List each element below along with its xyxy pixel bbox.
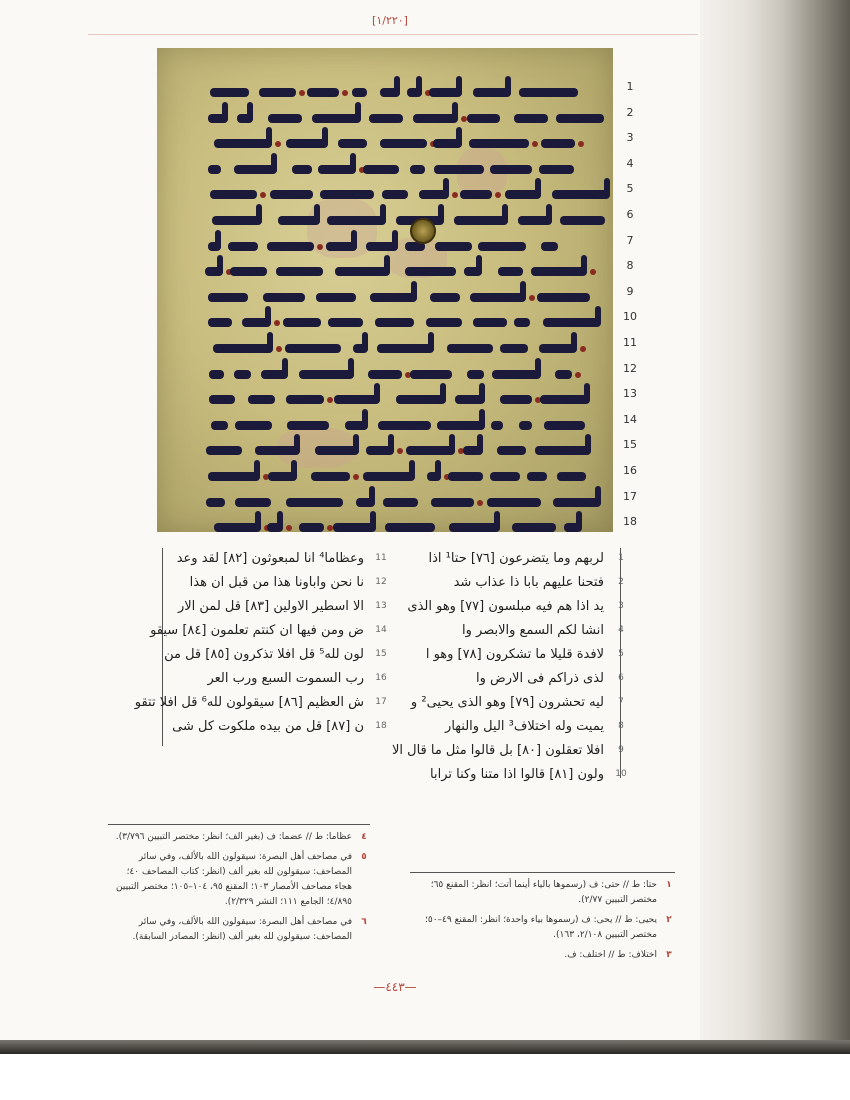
manuscript-ink-stroke: [314, 204, 320, 224]
manuscript-ink-stroke: [214, 139, 272, 148]
manuscript-ink-stroke: [256, 204, 262, 224]
manuscript-ink-stroke: [311, 472, 350, 481]
manuscript-ink-stroke: [571, 332, 577, 352]
manuscript-verse-dot: [397, 448, 403, 454]
transcription-line-number: 8: [618, 721, 624, 731]
manuscript-ink-stroke: [380, 139, 427, 148]
manuscript-ink-stroke: [248, 395, 275, 404]
transcription-line: [150, 617, 390, 643]
transcription-line-text: ولون [٨١] قالوا اذا متنا وكنا ترابا: [430, 766, 604, 782]
footnote-rule-right: [410, 872, 675, 873]
manuscript-ink-stroke: [448, 472, 483, 481]
footnote-mark: ٦: [361, 917, 367, 927]
transcription-line-text: انشا لكم السمع والابصر وا: [462, 622, 604, 638]
manuscript-ink-stroke: [585, 434, 591, 454]
manuscript-ink-stroke: [491, 421, 504, 430]
manuscript-ink-stroke: [416, 76, 422, 96]
manuscript-ink-stroke: [255, 511, 261, 531]
manuscript-ink-stroke: [531, 267, 587, 276]
manuscript-line-number: 12: [623, 361, 637, 375]
manuscript-verse-dot: [452, 192, 458, 198]
manuscript-ink-stroke: [235, 498, 271, 507]
manuscript-verse-dot: [353, 474, 359, 480]
manuscript-ink-stroke: [560, 216, 604, 225]
manuscript-ink-stroke: [546, 204, 552, 224]
transcription-line-number: 17: [375, 697, 387, 707]
transcription-line: [411, 689, 630, 715]
manuscript-ink-stroke: [413, 114, 458, 123]
transcription-line-number: 6: [618, 673, 624, 683]
manuscript-ink-stroke: [500, 344, 528, 353]
manuscript-line-number: 2: [626, 105, 634, 119]
manuscript-ink-stroke: [286, 395, 324, 404]
footnote: [108, 850, 370, 910]
transcription-line-number: 11: [375, 553, 387, 563]
manuscript-ink-stroke: [208, 293, 248, 302]
transcription-line-number: 3: [618, 601, 624, 611]
manuscript-ink-stroke: [494, 511, 500, 531]
manuscript-ink-stroke: [322, 127, 328, 147]
transcription-line-number: 13: [375, 601, 387, 611]
manuscript-ink-stroke: [370, 511, 376, 531]
manuscript-ink-stroke: [355, 102, 361, 122]
manuscript-ink-stroke: [434, 165, 484, 174]
manuscript-ink-stroke: [294, 434, 300, 454]
manuscript-ink-stroke: [409, 460, 415, 480]
transcription-line: [392, 737, 630, 763]
manuscript-line-number: 10: [623, 310, 637, 324]
page-bottom-edge: [0, 1040, 850, 1054]
manuscript-ink-stroke: [428, 332, 434, 352]
manuscript-verse-dot: [327, 397, 333, 403]
transcription-line-text: يميت وله اختلاف³ اليل والنهار: [445, 718, 604, 734]
manuscript-ink-stroke: [440, 383, 446, 403]
transcription-line: [178, 593, 390, 619]
manuscript-ink-stroke: [327, 216, 386, 225]
manuscript-ink-stroke: [497, 446, 525, 455]
manuscript-ink-stroke: [473, 318, 507, 327]
footnote-text: في مصاحف أهل البصرة: سيقولون الله بالألف، وفي سائر المصاحف: سيقولون لله بغير ألف (انظر: المصادر السابقة).: [132, 917, 352, 942]
manuscript-ink-stroke: [438, 204, 444, 224]
manuscript-ink-stroke: [520, 281, 526, 301]
transcription-line-number: 5: [618, 649, 624, 659]
transcription-line-number: 14: [375, 625, 387, 635]
transcription-line-text: الا اسطير الاولين [٨٣] قل لمن الار: [177, 598, 364, 614]
manuscript-ink-stroke: [222, 102, 228, 122]
manuscript-ink-stroke: [235, 421, 272, 430]
manuscript-ink-stroke: [228, 242, 259, 251]
manuscript-ink-stroke: [535, 178, 541, 198]
transcription-line-text: لون لله⁵ قل افلا تذكرون [٨٥] قل من: [164, 646, 364, 662]
manuscript-ink-stroke: [553, 498, 601, 507]
footnote-mark: ٢: [666, 915, 672, 925]
manuscript-ink-stroke: [353, 434, 359, 454]
manuscript-ink-stroke: [362, 332, 368, 352]
transcription-line-text: لربهم وما يتضرعون [٧٦] حتا¹ اذا: [428, 550, 604, 566]
transcription-line-text: يد اذا هم فيه مبلسون [٧٧] وهو الذى: [407, 598, 604, 614]
transcription-line-text: فتحنا عليهم بابا ذا عذاب شد: [453, 574, 604, 590]
manuscript-ink-stroke: [213, 344, 273, 353]
manuscript-ink-stroke: [392, 230, 398, 250]
manuscript-line-number: 7: [626, 233, 634, 247]
manuscript-ink-stroke: [479, 383, 485, 403]
manuscript-ink-stroke: [431, 498, 474, 507]
manuscript-ink-stroke: [369, 486, 375, 506]
manuscript-ink-stroke: [388, 434, 394, 454]
manuscript-verse-dot: [317, 244, 323, 250]
transcription-left-column: [134, 545, 390, 755]
manuscript-ink-stroke: [552, 190, 610, 199]
transcription-line: [454, 569, 630, 595]
manuscript-verse-dot: [529, 295, 535, 301]
manuscript-verse-dot: [275, 141, 281, 147]
manuscript-ink-stroke: [266, 127, 272, 147]
transcription-line-text: رب السموت السبع ورب العر: [207, 670, 364, 686]
manuscript-ink-stroke: [210, 190, 257, 199]
manuscript-ink-stroke: [299, 523, 324, 532]
manuscript-verse-dot: [578, 141, 584, 147]
manuscript-ink-stroke: [405, 267, 456, 276]
manuscript-verse-dot: [461, 116, 467, 122]
manuscript-ink-stroke: [210, 88, 249, 97]
manuscript-ink-stroke: [537, 293, 590, 302]
manuscript-ink-stroke: [449, 434, 455, 454]
manuscript-ink-stroke: [512, 523, 556, 532]
manuscript-ink-stroke: [374, 383, 380, 403]
manuscript-ink-stroke: [254, 460, 260, 480]
transcription-line: [428, 545, 630, 571]
manuscript-ink-stroke: [320, 190, 374, 199]
manuscript-ink-stroke: [350, 153, 356, 173]
manuscript-ink-stroke: [209, 370, 225, 379]
transcription-line-text: ن [٨٧] قل من بيده ملكوت كل شى: [172, 718, 364, 734]
transcription-line-text: ض ومن فيها ان كنتم تعلمون [٨٤] سيقو: [150, 622, 364, 638]
scan-margin: [0, 1054, 850, 1100]
manuscript-ink-stroke: [206, 498, 226, 507]
manuscript-ink-stroke: [286, 498, 344, 507]
transcription-line: [445, 713, 630, 739]
manuscript-ink-stroke: [487, 498, 541, 507]
footnote-text: في مصاحف أهل البصرة: سيقولون الله بالألف، وفي سائر المصاحف: سيقولون لله بغير ألف (انظر: كتاب المصاحف ٤٠؛ هجاء مصاحف الأمصار ١٠٣؛ المقنع ٩٥، ١٠٤–١٠٥؛ مختصر التبيين ٤/٨٩٥؛ الجامع ١١١؛ النشر ٢/٣٢٩).: [116, 852, 352, 907]
manuscript-ink-stroke: [576, 511, 582, 531]
manuscript-verse-medallion: [410, 218, 436, 244]
manuscript-ink-stroke: [437, 421, 485, 430]
manuscript-ink-stroke: [234, 370, 251, 379]
manuscript-ink-stroke: [470, 293, 526, 302]
manuscript-verse-dot: [575, 372, 581, 378]
manuscript-ink-stroke: [490, 165, 532, 174]
manuscript-ink-stroke: [291, 460, 297, 480]
manuscript-line-number: 18: [623, 515, 637, 529]
book-gutter-shadow: [700, 0, 850, 1045]
manuscript-ink-stroke: [595, 306, 601, 326]
manuscript-ink-stroke: [519, 88, 578, 97]
manuscript-line-number: 8: [626, 259, 634, 273]
manuscript-ink-stroke: [328, 318, 363, 327]
transcription-line-text: افلا تعقلون [٨٠] بل قالوا مثل ما قال الا: [391, 742, 604, 758]
transcription-line-text: نا نحن واباونا هذا من قبل ان هذا: [189, 574, 364, 590]
manuscript-ink-stroke: [263, 293, 304, 302]
manuscript-ink-stroke: [478, 242, 526, 251]
footnote-mark: ١: [666, 880, 672, 890]
manuscript-ink-stroke: [479, 409, 485, 429]
manuscript-ink-stroke: [380, 204, 386, 224]
manuscript-ink-stroke: [449, 523, 500, 532]
manuscript-ink-stroke: [363, 165, 399, 174]
manuscript-ink-stroke: [265, 306, 271, 326]
manuscript-ink-stroke: [214, 523, 261, 532]
manuscript-ink-stroke: [348, 358, 354, 378]
footnote: [108, 830, 370, 845]
manuscript-verse-dot: [532, 141, 538, 147]
manuscript-ink-stroke: [443, 178, 449, 198]
transcription-line-text: ش العظيم [٨٦] سيقولون لله⁶ قل افلا تتقو: [134, 694, 364, 710]
manuscript-ink-stroke: [351, 230, 357, 250]
manuscript-ink-stroke: [435, 242, 471, 251]
manuscript-ink-stroke: [312, 114, 360, 123]
transcription-line: [462, 617, 630, 643]
manuscript-line-number: 1: [626, 80, 634, 93]
footnotes-right: [405, 878, 675, 968]
manuscript-ink-stroke: [377, 344, 435, 353]
manuscript-ink-stroke: [539, 165, 574, 174]
footnote-mark: ٤: [361, 832, 367, 842]
manuscript-line-number: 6: [626, 208, 634, 221]
transcription-line-text: لافدة قليلا ما تشكرون [٧٨] وهو ا: [425, 646, 604, 662]
manuscript-ink-stroke: [285, 344, 341, 353]
manuscript-ink-stroke: [378, 421, 430, 430]
manuscript-line-number: 14: [623, 412, 637, 426]
transcription-line: [407, 593, 630, 619]
manuscript-ink-stroke: [527, 472, 546, 481]
manuscript-ink-stroke: [247, 102, 253, 122]
manuscript-line-number: 11: [623, 336, 637, 349]
manuscript-ink-stroke: [505, 76, 511, 96]
transcription-line-number: 2: [618, 577, 624, 587]
transcription-line: [190, 569, 390, 595]
manuscript-line-number: 9: [626, 284, 634, 298]
manuscript-ink-stroke: [267, 332, 273, 352]
manuscript-line-number: 5: [626, 182, 634, 196]
transcription-line: [135, 689, 390, 715]
manuscript-ink-stroke: [430, 293, 460, 302]
manuscript-verse-dot: [327, 525, 333, 531]
footnote-mark: ٣: [666, 950, 672, 960]
footnote-text: عظاما: ط // عضما: ف (بغير الف؛ انظر: مختصر التبيين ٣/٧٩٦).: [115, 832, 352, 842]
manuscript-ink-stroke: [541, 242, 558, 251]
manuscript-ink-stroke: [259, 88, 295, 97]
manuscript-ink-stroke: [384, 255, 390, 275]
manuscript-ink-stroke: [519, 421, 532, 430]
transcription-line: [172, 713, 390, 739]
manuscript-ink-stroke: [456, 76, 462, 96]
running-head: [١/٢٢٠]: [372, 14, 408, 27]
manuscript-ink-stroke: [535, 358, 541, 378]
manuscript-ink-stroke: [502, 204, 508, 224]
footnote: [405, 913, 675, 943]
manuscript-verse-dot: [276, 346, 282, 352]
manuscript-ink-stroke: [544, 421, 585, 430]
manuscript-ink-stroke: [456, 127, 462, 147]
manuscript-ink-stroke: [335, 267, 390, 276]
manuscript-ink-stroke: [396, 395, 446, 404]
footnote-text: اختلاف: ط // اختلف: ف.: [564, 950, 657, 960]
footnotes-left: [108, 830, 370, 950]
manuscript-ink-stroke: [581, 255, 587, 275]
manuscript-ink-stroke: [363, 472, 415, 481]
manuscript-ink-stroke: [394, 76, 400, 96]
manuscript-ink-stroke: [368, 370, 402, 379]
manuscript-ink-stroke: [514, 114, 548, 123]
footnote: [108, 915, 370, 945]
manuscript-ink-stroke: [287, 421, 329, 430]
manuscript-ink-stroke: [454, 216, 508, 225]
transcription-line-number: 10: [615, 769, 627, 779]
manuscript-ink-stroke: [276, 267, 323, 276]
manuscript-ink-stroke: [541, 139, 576, 148]
manuscript-verse-dot: [260, 192, 266, 198]
manuscript-line-number: 13: [623, 387, 637, 401]
manuscript-line-number: 4: [626, 156, 634, 170]
manuscript-ink-stroke: [212, 216, 262, 225]
manuscript-ink-stroke: [555, 370, 572, 379]
transcription-line-number: 12: [375, 577, 387, 587]
transcription-line-number: 15: [375, 649, 387, 659]
manuscript-facsimile: [157, 48, 613, 532]
manuscript-ink-stroke: [557, 472, 585, 481]
manuscript-ink-stroke: [411, 281, 417, 301]
transcription-line-number: 9: [618, 745, 624, 755]
manuscript-ink-stroke: [292, 165, 312, 174]
transcription-line-text: لذى ذراكم فى الارض وا: [476, 670, 604, 686]
footnote-rule-left: [108, 824, 370, 825]
manuscript-ink-stroke: [383, 498, 418, 507]
footnote: [405, 878, 675, 908]
manuscript-ink-stroke: [467, 370, 484, 379]
manuscript-verse-dot: [580, 346, 586, 352]
manuscript-ink-stroke: [316, 293, 355, 302]
manuscript-ink-stroke: [460, 190, 492, 199]
manuscript-ink-stroke: [435, 460, 441, 480]
manuscript-ink-stroke: [467, 114, 500, 123]
manuscript-ink-stroke: [230, 267, 268, 276]
manuscript-ink-stroke: [270, 190, 313, 199]
manuscript-ink-stroke: [267, 242, 315, 251]
manuscript-ink-stroke: [476, 255, 482, 275]
footnote: [405, 948, 675, 963]
manuscript-line-number: 16: [623, 464, 637, 477]
transcription-line-text: ليه تحشرون [٧٩] وهو الذى يحيى² و: [410, 694, 604, 710]
manuscript-ink-stroke: [426, 318, 462, 327]
manuscript-ink-stroke: [268, 114, 303, 123]
manuscript-ink-stroke: [406, 446, 455, 455]
manuscript-ink-stroke: [209, 395, 235, 404]
manuscript-ink-stroke: [385, 523, 435, 532]
transcription-line: [476, 665, 630, 691]
manuscript-ink-stroke: [217, 255, 223, 275]
transcription-line-number: 16: [375, 673, 387, 683]
manuscript-ink-stroke: [352, 88, 368, 97]
manuscript-ink-stroke: [277, 511, 283, 531]
manuscript-ink-stroke: [498, 267, 523, 276]
manuscript-verse-dot: [342, 90, 348, 96]
manuscript-ink-stroke: [452, 102, 458, 122]
header-rule: [88, 34, 698, 35]
manuscript-line-number: 15: [623, 438, 637, 452]
manuscript-ink-stroke: [282, 358, 288, 378]
manuscript-verse-dot: [274, 320, 280, 326]
manuscript-ink-stroke: [540, 395, 590, 404]
manuscript-ink-stroke: [369, 114, 403, 123]
manuscript-ink-stroke: [338, 139, 367, 148]
manuscript-ink-stroke: [556, 114, 604, 123]
manuscript-line-number: 17: [623, 489, 637, 503]
manuscript-ink-stroke: [584, 383, 590, 403]
transcription-line: [430, 761, 630, 787]
manuscript-ink-stroke: [469, 139, 529, 148]
footnote-mark: ٥: [361, 852, 367, 862]
manuscript-ink-stroke: [206, 446, 242, 455]
manuscript-ink-stroke: [500, 395, 532, 404]
manuscript-ink-stroke: [283, 318, 321, 327]
manuscript-verse-dot: [477, 500, 483, 506]
transcription-line: [164, 641, 390, 667]
transcription-line-number: 18: [375, 721, 387, 731]
manuscript-ink-stroke: [208, 472, 260, 481]
manuscript-ink-stroke: [490, 472, 519, 481]
transcription-line-number: 7: [618, 697, 624, 707]
manuscript-line-number: 3: [626, 131, 634, 145]
transcription-line-text: وعظاما⁴ انا لمبعوثون [٨٢] لقد وعد: [176, 550, 364, 566]
manuscript-ink-stroke: [215, 230, 221, 250]
footnote-text: حتا: ط // حتى: ف (رسموها بالياء أينما أتت؛ انظر: المقنع ٦٥؛ مختصر التبيين ٢/٧٧).: [430, 880, 657, 905]
manuscript-ink-stroke: [447, 344, 493, 353]
manuscript-ink-stroke: [382, 190, 409, 199]
manuscript-ink-stroke: [595, 486, 601, 506]
manuscript-ink-stroke: [543, 318, 601, 327]
manuscript-ink-stroke: [410, 370, 452, 379]
manuscript-ink-stroke: [477, 434, 483, 454]
manuscript-ink-stroke: [492, 370, 541, 379]
transcription-line: [426, 641, 630, 667]
manuscript-ink-stroke: [535, 446, 591, 455]
manuscript-verse-dot: [299, 90, 305, 96]
transcription-line: [177, 545, 390, 571]
transcription-line-number: 1: [618, 553, 624, 563]
manuscript-ink-stroke: [370, 293, 418, 302]
transcription-line: [207, 665, 390, 691]
page-number: —٤٤٣—: [373, 980, 417, 994]
footnote-text: يحيى: ط // يحى: ف (رسموها بياء واحدة؛ انظر: المقنع ٤٩–٥٠؛ مختصر التبيين ٢/١٠٨، ١٦٣).: [425, 915, 657, 940]
manuscript-ink-stroke: [299, 370, 354, 379]
manuscript-ink-stroke: [208, 165, 221, 174]
manuscript-ink-stroke: [410, 165, 425, 174]
manuscript-ink-stroke: [307, 88, 339, 97]
manuscript-ink-stroke: [211, 421, 227, 430]
transcription-line-number: 4: [618, 625, 624, 635]
manuscript-ink-stroke: [604, 178, 610, 198]
manuscript-verse-dot: [590, 269, 596, 275]
manuscript-verse-dot: [495, 192, 501, 198]
manuscript-verse-dot: [286, 525, 292, 531]
manuscript-ink-stroke: [208, 318, 232, 327]
manuscript-ink-stroke: [271, 153, 277, 173]
manuscript-ink-stroke: [362, 409, 368, 429]
manuscript-ink-stroke: [375, 318, 414, 327]
manuscript-ink-stroke: [514, 318, 530, 327]
